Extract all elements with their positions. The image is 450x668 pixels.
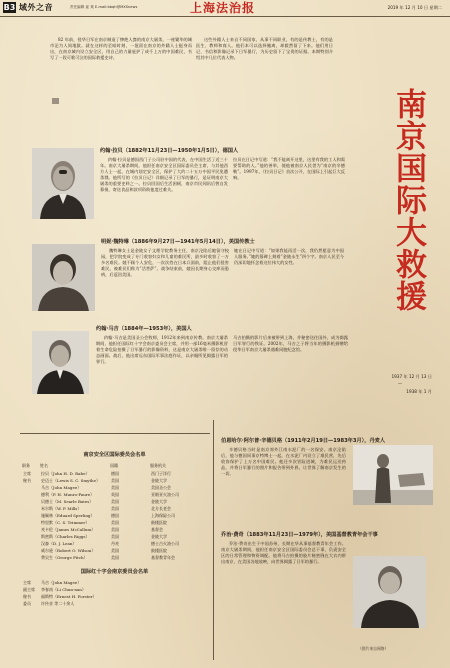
vautrin-portrait (32, 244, 95, 311)
table-cell: 马吉（John Magee） (41, 484, 82, 490)
table-row (22, 519, 207, 526)
section-name: 域外之音 (19, 3, 53, 12)
fitch-bio: 乔治·费奇出生于中国苏州，长期在华从事基督教青年会工作。南京大屠杀期间，他担任南京安全区国际委员会总干事，负责安全区的日常管理和物资调配。他将马吉拍摄的胶片秘密缝在大衣内带出南京，在美国各地放映，向世界揭露了日军的暴行。 (221, 541, 346, 565)
table-row (22, 594, 207, 601)
table-cell: 美国 (111, 505, 119, 511)
table-cell: 美国 (111, 484, 119, 490)
table-cell: 美国 (111, 477, 119, 483)
table-row (22, 526, 207, 533)
editor-credits: 责任编辑 崔 爽 E-mail:bbqh@MXSnews (70, 5, 138, 9)
table-cell: 副主席 (23, 587, 35, 593)
table-cell: 拉贝（John H. D. Rabe） (41, 470, 90, 476)
table-cell: 福斯特（Ernest H. Forster） (41, 594, 97, 600)
portrait-image (32, 244, 95, 311)
table-cell (22, 512, 40, 519)
table-cell: 金陵大学 (151, 533, 167, 539)
portrait-image (353, 556, 426, 628)
table-cell: 汉森（D. J. Lean） (41, 540, 77, 546)
table-cell: 鼓楼医院 (151, 519, 167, 525)
table-cell: 德国 (111, 512, 119, 518)
table-row (22, 505, 207, 512)
sindberg-heading: 伯恩哈尔·阿尔普·辛德贝格（1911年2月19日—1983年3月），丹麦人 (221, 438, 386, 444)
table-cell: 主席 (23, 580, 31, 586)
table-cell: 许传音 等二十余人 (41, 601, 75, 607)
portrait-image (32, 331, 89, 394)
member-list-title: 南京安全区国际委员会名单 (83, 452, 146, 458)
title-date-start: 1937 年 12 月 13 日 (391, 374, 432, 379)
table-cell: 丹麦 (111, 540, 119, 546)
masthead-logo: 上海法治报 (190, 1, 256, 15)
fitch-caption: （图片来自网络） (358, 646, 389, 651)
title-date-end: 1938 年 1 月 (406, 389, 432, 394)
table-row (22, 587, 207, 594)
table-cell (22, 505, 40, 512)
table-cell (22, 554, 40, 561)
magee-bio-cont: 马吉拍摄的影片后来被带到上海，并秘密送往国外，成为揭露日军罪行的铁证。2002年，马吉之子将当年的摄影机捐赠给侵华日军南京大屠杀遇难同胞纪念馆。 (233, 335, 348, 353)
magee-portrait (32, 331, 89, 394)
table-cell: 鼓楼医院 (151, 547, 167, 553)
section-marker-icon (52, 98, 59, 104)
table-cell: 金陵大学 (151, 477, 167, 483)
table-row (22, 601, 207, 608)
table-cell: 基督教青年会 (151, 554, 175, 560)
rabe-bio-cont: 拉贝在日记中写道：“我不能离开这里，这里有我的工人和需要帮助的人。”他的善举，使他被南京人民誉为“南京的辛德勒”。1997年，《拉贝日记》首次公开，在国际上引起巨大反响。 (233, 157, 345, 181)
portrait-image (32, 148, 94, 219)
table-cell: 上海保险公司 (151, 512, 175, 518)
table-row (22, 491, 207, 498)
table-cell: 英国 (111, 491, 119, 497)
vautrin-bio: 魏特琳女士是金陵女子文理学院教务主任，南京沦陷后她留守校园，把学院变成了专门收容妇女和儿童的难民所，最多时收容了一万多名难民。她不顾个人安危，一次次挡在日本兵面前，阻止他们侵害难民，被难民们称为“活菩萨”。战争结束前，她因长期身心交瘁而患病，后返回美国。 (101, 248, 229, 278)
table-row (22, 540, 207, 547)
historic-photo (353, 445, 433, 505)
table-cell: 美国 (111, 554, 119, 560)
table-cell: 美国 (111, 526, 119, 532)
table-cell: 费吴生（George Fitch） (41, 554, 88, 560)
table-cell: 斯密斯（Charles Riggs） (41, 533, 90, 539)
table-cell (22, 526, 40, 533)
table-cell (22, 491, 40, 498)
title-date-dash: — (397, 381, 403, 386)
member-table (22, 463, 207, 562)
table-cell: 委员 (23, 601, 31, 607)
table-cell: 美国 (111, 533, 119, 539)
table-cell: 秘书 (23, 477, 31, 483)
table-row (22, 554, 207, 561)
table-cell (22, 540, 40, 547)
rabe-heading: 约翰·拉贝（1882年11月23日—1950年1月5日），德国人 (100, 148, 239, 154)
table-row (22, 484, 207, 491)
table-cell: 主席 (23, 470, 31, 476)
table-cell: 美国 (111, 498, 119, 504)
page-number: B3 (3, 3, 16, 12)
table-cell: 麦卡伦（James McCallum） (41, 526, 96, 532)
table-cell (22, 498, 40, 505)
table-cell: 美国 (111, 519, 119, 525)
table-cell: 贝德士（M. Searle Bates） (41, 498, 94, 504)
table-cell: 德士古火油公司 (151, 540, 179, 546)
magee-bio: 约翰·马吉是美国圣公会牧师，1912年来到南京传教。南京大屠杀期间，他担任国际红十字会南京委员会主席，并用一部16毫米摄影机冒着生命危险拍摄了日军暴行的影像资料，这是南京大屠杀唯一留存的动态画面。战后，他出席远东国际军事法庭作证，以亲眼所见揭露日军的罪行。 (96, 335, 228, 365)
table-row (22, 512, 207, 519)
table-row (22, 498, 207, 505)
intro-column-1: 82 年前，侵华日军在南京制造了惨绝人寰的南京大屠杀，一座繁华的城市沦为人间地狱。就在这样的至暗时刻，一批留在南京的外籍人士挺身而出，在南京城内设立安全区，用自己的力量庇护了成千上万的中国难民，书写了一段可歌可泣的国际救援史诗。 (50, 37, 192, 61)
fitch-heading: 乔治·费奇（1883年11月23日—1979年），美国基督教青年会干事 (221, 532, 378, 538)
table-cell: 基督会 (151, 526, 163, 532)
table-cell (22, 484, 40, 491)
table-cell: 特里默（C. S. Trimmer） (41, 519, 90, 525)
committee-member-list (22, 452, 207, 662)
sindberg-photo (353, 445, 433, 505)
table-cell: 马吉（John Magee） (41, 580, 82, 586)
magee-heading: 约翰·马吉（1884年—1953年），美国人 (96, 326, 192, 332)
table-cell: 李春南（Li Chun-nan） (41, 587, 86, 593)
table-cell: 史迈士（Lewis S. C. Smythe） (41, 477, 100, 483)
table-header-row: 职务 姓名 国籍 服务机关 (22, 462, 166, 468)
table-cell: 北方长老会 (151, 505, 171, 511)
table-cell: 米尔斯（W. P. Mills） (41, 505, 82, 511)
fitch-portrait (353, 556, 426, 628)
table-cell (22, 533, 40, 540)
table-cell (22, 519, 40, 526)
table-cell: 亚细亚火油公司 (151, 491, 179, 497)
table-cell: 金陵大学 (151, 498, 167, 504)
column-divider (213, 420, 214, 660)
table-row (22, 477, 207, 484)
table-cell: 美国 (111, 547, 119, 553)
redcross-list-title: 国际红十字会南京委员会名单 (80, 569, 149, 576)
table-cell: 德国 (111, 470, 119, 476)
vautrin-bio-cont: 她在日记中写道：“如果我能再活一次，我仍然愿意为中国人服务。”她的墓碑上刻着“金陵永生”四个字。南京人民至今仍深切地怀念着这位伟大的女性。 (234, 248, 344, 266)
table-cell: 西门子洋行 (151, 470, 171, 476)
issue-date: 2019 年 12 月 10 日 星期二 (387, 5, 442, 10)
intro-column-2: 这些外籍人士来自不同国家，从事不同职业，有的是传教士，有的是医生、教师和商人。他们本可以选择撤离，却毅然留了下来。他们用日记、书信和影像记录下日军暴行，为历史留下了宝贵的证据。本期特别介绍其中几位代表人物。 (196, 37, 333, 61)
redcross-table (22, 580, 207, 608)
table-cell: 秘书 (23, 594, 31, 600)
table-cell: 美国圣公会 (151, 484, 171, 490)
sindberg-bio: 辛德贝格当时是南京郊外江南水泥厂的一名保安。南京沦陷后，他与德国同事京特博士一起，在水泥厂内设立了难民营，先后收容保护了上万名中国难民。他还多次冒险进城，为难民运送药品，并将日军暴行的照片和报告带到外界，让世界了解南京发生的一切。 (221, 447, 346, 477)
table-row (22, 470, 207, 477)
table-cell: 德利（P. H. Munro-Faure） (41, 491, 95, 497)
feature-title: 南京国际大救援 (390, 88, 426, 312)
divider (20, 433, 210, 434)
page-header (0, 0, 450, 17)
table-row (22, 533, 207, 540)
vautrin-heading: 明妮·魏特琳（1886年9月27日—1941年5月14日），美国传教士 (101, 239, 255, 245)
table-cell: 施佩林（Eduard Sperling） (41, 512, 95, 518)
table-row (22, 547, 207, 554)
rabe-bio: 约翰·拉贝是德国西门子公司驻中国的代表，在中国生活了近三十年。南京大屠杀期间，他担任南京安全区国际委员会主席，与其他西方人士一起，在城内划定安全区，保护了大约二十五万中国平民免遭杀戮。他所写的《拉贝日记》详细记录了日军的暴行，是证明南京大屠杀的重要史料之一。拉贝回国后生活困顿，南京市民闻讯后曾自发募捐，寄送食品和款项资助他度过难关。 (100, 157, 228, 193)
table-cell: 威尔逊（Robert O. Wilson） (41, 547, 96, 553)
rabe-portrait (32, 148, 94, 219)
table-row (22, 580, 207, 587)
table-cell (22, 547, 40, 554)
